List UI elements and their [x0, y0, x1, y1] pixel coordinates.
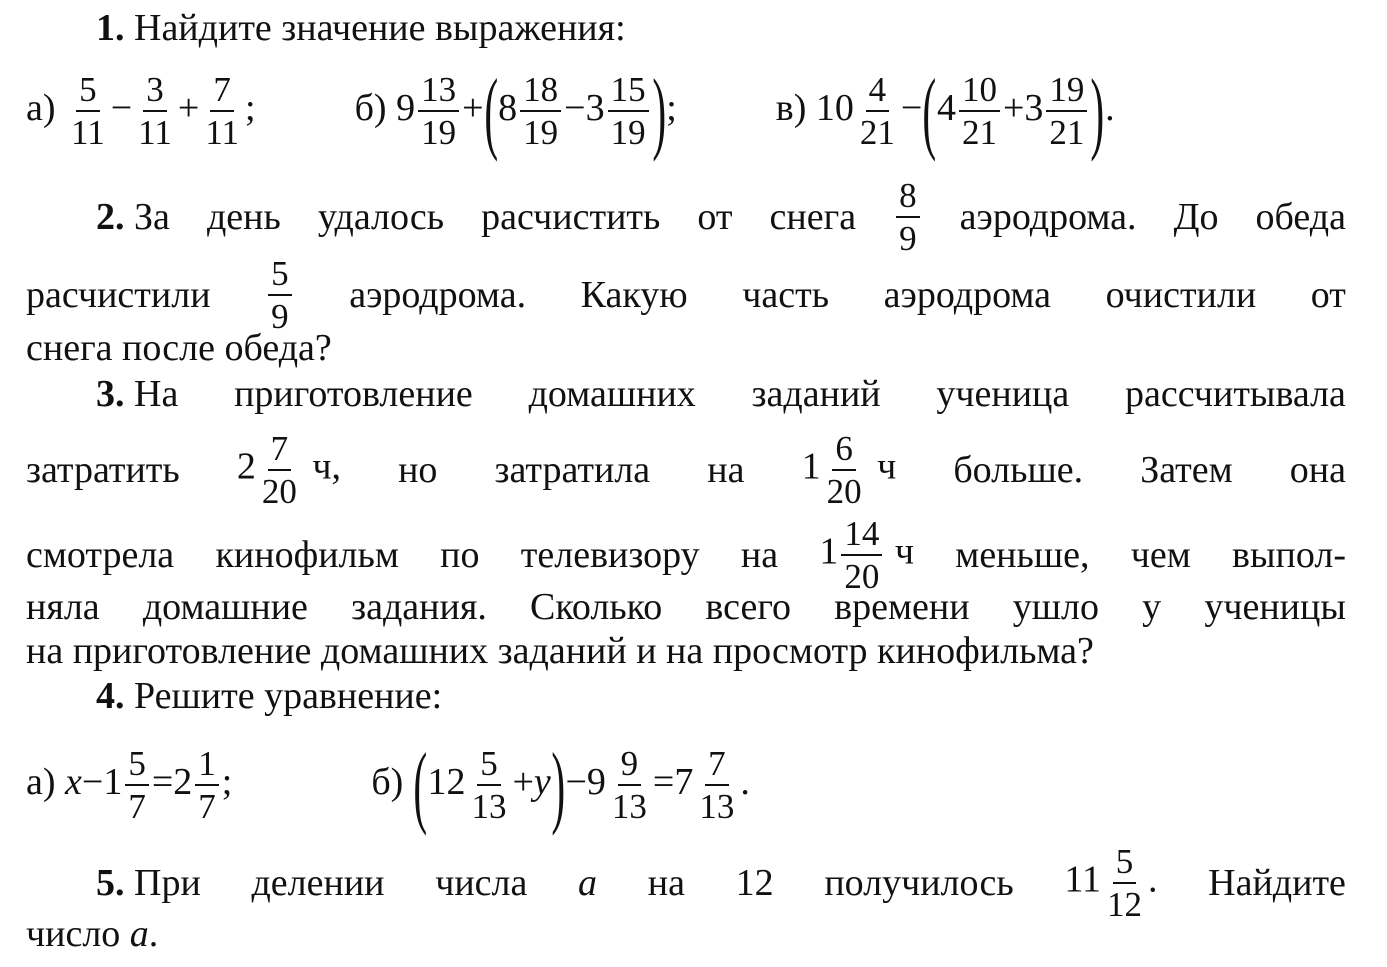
text-fragment: аэродрома.	[349, 274, 527, 316]
text-fragment: 7	[198, 787, 216, 826]
text-fragment: Затем	[1140, 449, 1233, 491]
problem-3-line-5: на приготовление домашних заданий и на просмотр кинофильма?	[26, 630, 1094, 672]
text-fragment: 9	[618, 746, 642, 786]
text-fragment: Какую	[580, 274, 688, 316]
text-fragment: смотрела	[26, 534, 175, 576]
text-fragment: чем	[1130, 534, 1191, 576]
text-fragment: −	[900, 86, 923, 129]
text-fragment: задания.	[351, 586, 487, 628]
text-fragment: +	[512, 760, 534, 803]
expr-1a	[26, 70, 265, 152]
text-fragment: аэродрома	[883, 274, 1052, 316]
text-fragment: ;	[666, 86, 677, 129]
text-fragment: 8	[498, 86, 518, 129]
problem-2-line-2	[26, 256, 1346, 334]
text-fragment: кинофильм	[215, 534, 399, 576]
fraction	[696, 746, 737, 824]
fraction	[68, 72, 108, 150]
text-fragment: ч	[894, 530, 914, 573]
problem-title: Найдите значение выражения:	[124, 7, 626, 49]
text-fragment: у	[1142, 586, 1162, 628]
text-fragment: 9	[271, 297, 289, 336]
text-fragment: больше.	[953, 449, 1084, 491]
equation-4b	[371, 734, 750, 836]
text-fragment: 7	[128, 787, 146, 826]
fraction	[824, 431, 865, 509]
text-fragment: 4	[936, 86, 956, 129]
expr-1c	[775, 60, 1115, 162]
text-fragment: приготовление	[234, 373, 473, 415]
problem-2-line-1	[96, 178, 1346, 256]
text-fragment: .	[1105, 86, 1115, 129]
text-fragment: .	[740, 760, 750, 803]
fraction	[1104, 844, 1145, 922]
text-fragment: 5	[268, 256, 292, 296]
text-fragment: выпол-	[1232, 534, 1346, 576]
text-fragment: расчистить	[481, 196, 661, 238]
text-fragment: 19	[523, 113, 559, 152]
text-fragment: расчистили	[26, 274, 211, 316]
text-fragment: домашние	[142, 586, 308, 628]
text-fragment: a	[129, 913, 149, 955]
text-fragment: 19	[421, 113, 457, 152]
text-fragment: 21	[1049, 113, 1085, 152]
text-fragment: 9	[899, 219, 917, 258]
text-fragment: от	[697, 196, 733, 238]
text-fragment: очистили	[1105, 274, 1257, 316]
text-fragment: a	[578, 862, 598, 904]
problem-4-heading	[96, 674, 1346, 718]
text-fragment: ;	[221, 760, 233, 803]
text-fragment: До	[1173, 196, 1219, 238]
text-fragment: 12	[427, 760, 466, 803]
problem-5-line-2	[26, 912, 1346, 956]
text-fragment: Решите уравнение:	[124, 675, 443, 717]
expr-1b	[354, 60, 687, 162]
text-fragment: .	[1147, 858, 1158, 901]
text-fragment: б)	[354, 86, 387, 129]
text-fragment: телевизору	[520, 534, 700, 576]
fraction	[1046, 72, 1087, 150]
text-fragment: а)	[26, 86, 56, 129]
text-fragment: (	[922, 60, 937, 162]
text-fragment: 9	[396, 86, 416, 129]
text-fragment: 4	[866, 72, 890, 112]
text-fragment: 5	[1113, 844, 1137, 884]
text-fragment: 3	[1024, 86, 1044, 129]
text-fragment: 13	[699, 787, 735, 826]
fraction	[202, 72, 242, 150]
text-fragment: делении	[251, 862, 385, 904]
text-fragment: 7	[674, 760, 694, 803]
text-fragment: аэродрома.	[959, 196, 1137, 238]
text-fragment: няла	[26, 586, 100, 628]
text-fragment: 7	[210, 72, 234, 112]
text-fragment: ч	[877, 445, 897, 488]
text-fragment: 21	[859, 113, 895, 152]
text-fragment: 6	[832, 431, 856, 471]
text-fragment: 20	[261, 472, 297, 511]
text-fragment: 20	[826, 472, 862, 511]
text-fragment: −	[110, 86, 133, 129]
text-fragment: 12	[1106, 885, 1142, 924]
fraction	[841, 516, 882, 594]
text-fragment: y	[533, 760, 551, 803]
fraction	[520, 72, 561, 150]
fraction	[609, 746, 650, 824]
text-fragment: 2	[173, 760, 193, 803]
text-fragment: на	[647, 862, 685, 904]
fraction	[195, 746, 219, 824]
text-fragment: 11	[71, 113, 105, 152]
text-fragment: −	[565, 760, 587, 803]
text-fragment: 19	[610, 113, 646, 152]
problem-1-heading	[96, 6, 1346, 50]
text-fragment: 13	[471, 787, 507, 826]
text-fragment: 5	[125, 746, 149, 786]
problem-3-line-2	[26, 431, 1346, 509]
text-fragment: 5	[76, 72, 100, 112]
text-fragment: =	[151, 760, 174, 803]
text-fragment: 2.	[96, 196, 125, 238]
text-fragment: 13	[418, 72, 459, 112]
text-fragment: x	[65, 760, 82, 803]
problem-4-equations	[26, 734, 1346, 836]
problem-3-line-1	[96, 372, 1346, 416]
text-fragment: ученица	[936, 373, 1070, 415]
text-fragment: )	[652, 60, 666, 162]
text-fragment: заданий	[751, 373, 881, 415]
text-fragment: удалось	[317, 196, 445, 238]
text-fragment: получилось	[824, 862, 1014, 904]
text-fragment: )	[1090, 60, 1105, 162]
text-fragment: −	[564, 86, 586, 129]
text-fragment: 1	[103, 760, 123, 803]
problem-5-line-1	[96, 844, 1346, 922]
text-fragment: ;	[245, 86, 256, 129]
text-fragment: Найдите	[1208, 862, 1346, 904]
text-fragment: но	[398, 449, 438, 491]
text-fragment: снега	[769, 196, 857, 238]
text-fragment: (	[413, 734, 428, 836]
problem-3-line-4	[26, 585, 1346, 629]
problem-2-line-3: снега после обеда?	[26, 327, 332, 369]
problem-3-line-3	[26, 516, 1346, 594]
equation-4a	[26, 744, 242, 826]
text-fragment: +	[462, 86, 484, 129]
text-fragment: 13	[611, 787, 647, 826]
text-fragment: 10	[959, 72, 1000, 112]
fraction	[125, 746, 149, 824]
text-fragment: 9	[586, 760, 606, 803]
problem-number: 1.	[96, 7, 125, 49]
text-fragment: ученицы	[1204, 586, 1346, 628]
text-fragment: .	[148, 913, 159, 955]
text-fragment: на	[740, 534, 779, 576]
text-fragment: меньше,	[955, 534, 1090, 576]
fraction	[418, 72, 459, 150]
text-fragment: На	[134, 373, 179, 415]
text-fragment: затратить	[26, 449, 180, 491]
text-fragment: 18	[520, 72, 561, 112]
text-fragment: домашних	[528, 373, 696, 415]
text-fragment: 20	[844, 557, 880, 596]
text-fragment: 2	[236, 445, 256, 488]
text-fragment: 5	[477, 746, 501, 786]
text-fragment: 11	[205, 113, 240, 152]
text-fragment: 12	[735, 862, 774, 904]
text-fragment: ушло	[1012, 586, 1099, 628]
text-fragment: =	[652, 760, 675, 803]
text-fragment: +	[1002, 86, 1025, 129]
text-fragment: 10	[815, 86, 854, 129]
text-fragment: 3	[585, 86, 605, 129]
fraction	[135, 72, 175, 150]
text-fragment: 1	[801, 445, 821, 488]
text-fragment: от	[1310, 274, 1346, 316]
problem-1-expressions	[26, 60, 1346, 162]
text-fragment: 11	[138, 113, 172, 152]
text-fragment: 4.	[96, 675, 125, 717]
text-fragment: числа	[435, 862, 528, 904]
text-fragment: затратила	[494, 449, 651, 491]
text-fragment: 3.	[96, 373, 125, 415]
fraction	[608, 72, 649, 150]
text-fragment: Сколько	[530, 586, 663, 628]
text-fragment: 11	[1064, 858, 1101, 901]
text-fragment: 7	[705, 746, 729, 786]
text-fragment: 1	[195, 746, 219, 786]
text-fragment: 3	[143, 72, 167, 112]
text-fragment: по	[440, 534, 480, 576]
text-fragment: 15	[608, 72, 649, 112]
text-fragment: 5.	[96, 862, 125, 904]
text-fragment: а)	[26, 760, 56, 803]
fraction	[268, 256, 292, 334]
text-fragment: 8	[896, 178, 920, 218]
fraction	[259, 431, 300, 509]
text-fragment: 1	[819, 530, 839, 573]
text-fragment: на	[707, 449, 745, 491]
text-fragment: 7	[268, 431, 292, 471]
text-fragment: 21	[961, 113, 997, 152]
text-fragment: )	[551, 734, 566, 836]
fraction	[468, 746, 509, 824]
text-fragment: рассчитывала	[1125, 373, 1346, 415]
text-fragment: времени	[834, 586, 970, 628]
text-fragment: всего	[705, 586, 791, 628]
text-fragment: −	[81, 760, 104, 803]
text-fragment: 14	[841, 516, 882, 556]
text-fragment: обеда	[1255, 196, 1346, 238]
text-fragment: она	[1289, 449, 1346, 491]
fraction	[959, 72, 1000, 150]
text-fragment: день	[206, 196, 281, 238]
text-fragment: +	[177, 86, 200, 129]
text-fragment: б)	[371, 760, 404, 803]
text-fragment: часть	[742, 274, 830, 316]
text-fragment: ч,	[312, 445, 341, 488]
fraction	[896, 178, 920, 256]
text-fragment: За	[134, 196, 170, 238]
text-fragment: число	[26, 913, 130, 955]
text-fragment: 19	[1046, 72, 1087, 112]
text-fragment: в)	[775, 86, 807, 129]
fraction	[857, 72, 898, 150]
text-fragment: При	[134, 862, 201, 904]
text-fragment: (	[483, 60, 498, 162]
